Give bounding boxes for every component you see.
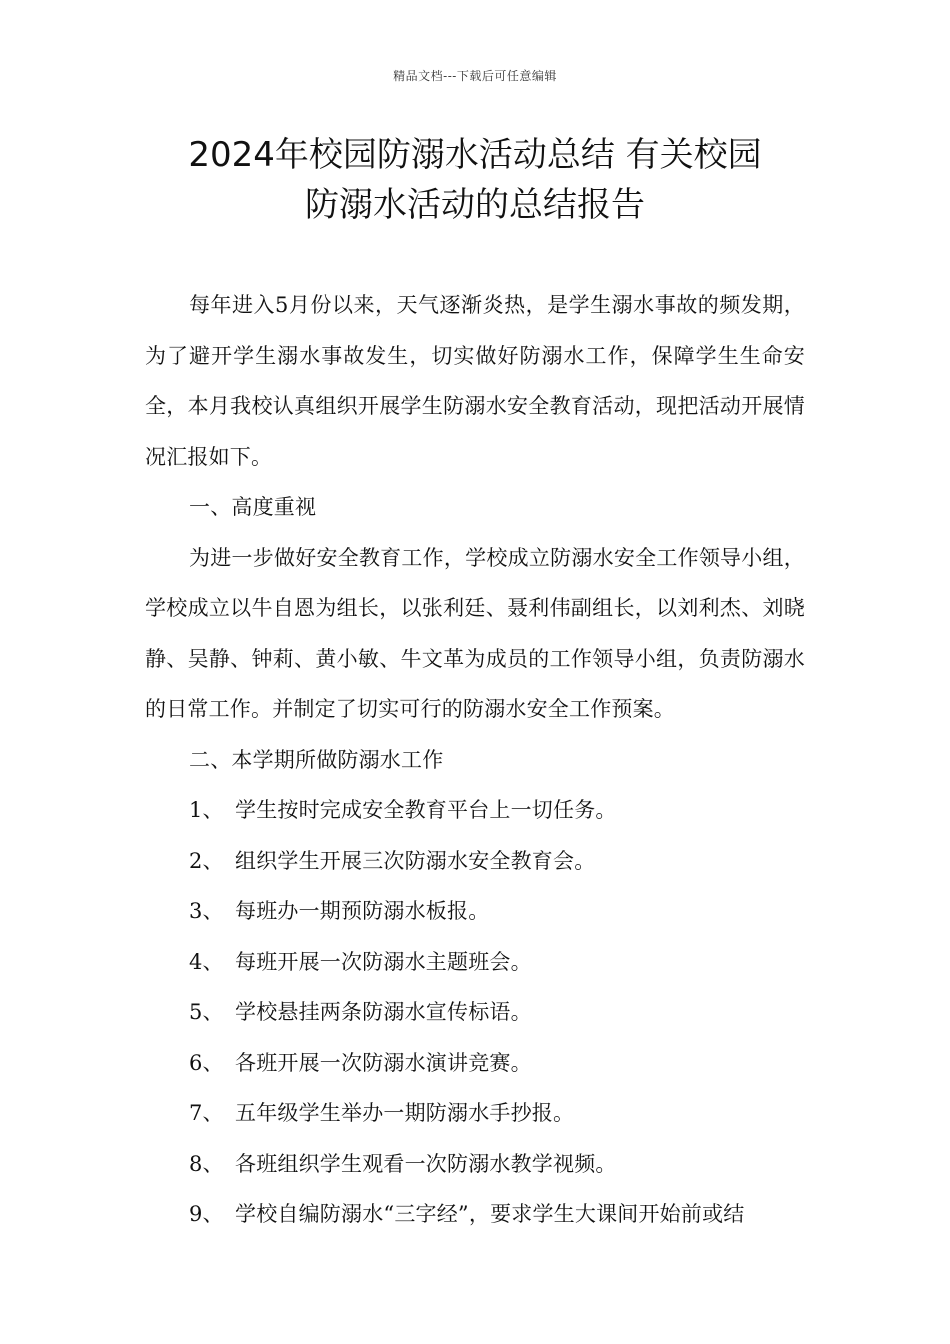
title-line-2: 防溺水活动的总结报告 bbox=[305, 185, 645, 225]
section-heading: 一、高度重视 bbox=[189, 495, 317, 519]
list-item bbox=[145, 1189, 805, 1240]
list-item bbox=[145, 886, 805, 937]
document-title bbox=[100, 130, 850, 230]
list-item-number: 9、 bbox=[189, 1202, 224, 1226]
list-item-text: 学生按时完成安全教育平台上一切任务。 bbox=[235, 798, 617, 822]
list-item-number: 8、 bbox=[189, 1151, 224, 1176]
list-item bbox=[145, 1088, 805, 1139]
list-item bbox=[145, 987, 805, 1038]
list-item-number: 4、 bbox=[189, 949, 224, 974]
list-item-number: 1、 bbox=[189, 798, 224, 822]
list-item-text: 各班开展一次防溺水演讲竞赛。 bbox=[235, 1050, 532, 1075]
title-line-1: 2024年校园防溺水活动总结 有关校园 bbox=[188, 135, 762, 175]
list-item-text: 各班组织学生观看一次防溺水教学视频。 bbox=[235, 1151, 617, 1176]
section-paragraph: 为进一步做好安全教育工作，学校成立防溺水安全工作领导小组，学校成立以牛自恩为组长，以张利廷、聂利伟副组长，以刘利杰、刘晓静、吴静、钟莉、黄小敏、牛文革为成员的工作领导小组，负责防溺水的日常工作。并制定了切实可行的防溺水安全工作预案。 bbox=[145, 545, 805, 721]
list-item-number: 5、 bbox=[189, 1000, 224, 1024]
list-item-text: 组织学生开展三次防溺水安全教育会。 bbox=[235, 848, 596, 873]
document-body bbox=[145, 280, 805, 1240]
list-item-text: 每班办一期预防溺水板报。 bbox=[235, 899, 490, 923]
header-note: 精品文档---下载后可任意编辑 bbox=[393, 69, 557, 83]
list-item-number: 3、 bbox=[189, 899, 224, 923]
list-item bbox=[145, 785, 805, 836]
list-item bbox=[145, 1038, 805, 1089]
list-item bbox=[145, 1139, 805, 1190]
list-item-number: 2、 bbox=[189, 848, 224, 873]
section-heading: 二、本学期所做防溺水工作 bbox=[189, 747, 444, 772]
list-item bbox=[145, 836, 805, 887]
intro-paragraph: 每年进入5月份以来，天气逐渐炎热，是学生溺水事故的频发期，为了避开学生溺水事故发生，切实做好防溺水工作，保障学生生命安全，本月我校认真组织开展学生防溺水安全教育活动，现把活动开展情况汇报如下。 bbox=[145, 293, 805, 469]
list-item-number: 6、 bbox=[189, 1050, 224, 1075]
list-item-number: 7、 bbox=[189, 1101, 224, 1125]
list-item bbox=[145, 937, 805, 988]
list-item-text: 学校自编防溺水“三字经”，要求学生大课间开始前或结 bbox=[235, 1202, 745, 1226]
list-item-text: 学校悬挂两条防溺水宣传标语。 bbox=[235, 1000, 532, 1024]
list-item-text: 五年级学生举办一期防溺水手抄报。 bbox=[235, 1101, 575, 1125]
list-item-text: 每班开展一次防溺水主题班会。 bbox=[235, 949, 532, 974]
